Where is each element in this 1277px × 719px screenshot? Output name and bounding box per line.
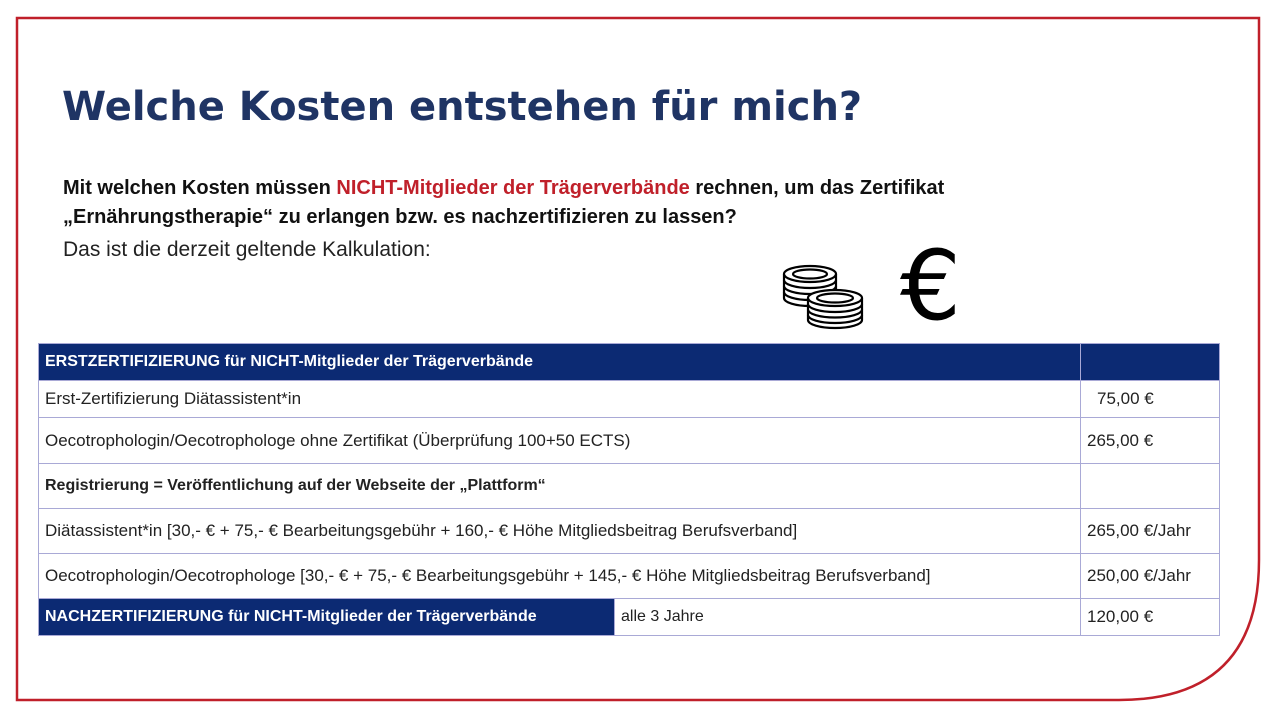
row-label: Diätassistent*in [30,- € + 75,- € Bearbeitungsgebühr + 160,- € Höhe Mitgliedsbeitrag Berufsverband] bbox=[39, 509, 1081, 554]
row-label: Registrierung = Veröffentlichung auf der Webseite der „Plattform“ bbox=[39, 464, 1081, 509]
euro-icon: € bbox=[900, 230, 962, 342]
page-title: Welche Kosten entstehen für mich? bbox=[62, 84, 863, 130]
row-value bbox=[1081, 464, 1220, 509]
row-label: Oecotrophologin/Oecotrophologe [30,- € + 75,- € Bearbeitungsgebühr + 145,- € Höhe Mitgliedsbeitrag Berufsverband] bbox=[39, 554, 1081, 599]
calculation-intro: Das ist die derzeit geltende Kalkulation: bbox=[63, 238, 431, 261]
table-row bbox=[39, 464, 1220, 509]
table-row bbox=[39, 509, 1220, 554]
question-text bbox=[63, 174, 1153, 232]
row-value: 265,00 €/Jahr bbox=[1081, 509, 1220, 554]
coins-icon bbox=[780, 260, 870, 332]
row-label: Erst-Zertifizierung Diätassistent*in bbox=[39, 381, 1081, 418]
footer-label: NACHZERTIFIZIERUNG für NICHT-Mitglieder der Trägerverbände bbox=[39, 599, 615, 636]
question-part-2: rechnen, um das Zertifikat „Ernährungstherapie“ zu erlangen bzw. es nachzertifizieren zu lassen? bbox=[63, 177, 945, 228]
table-header-row bbox=[39, 344, 1220, 381]
header-label: ERSTZERTIFIZIERUNG für NICHT-Mitglieder der Trägerverbände bbox=[39, 344, 1081, 381]
row-value: 250,00 €/Jahr bbox=[1081, 554, 1220, 599]
row-value: 75,00 € bbox=[1081, 381, 1220, 418]
question-highlight: NICHT-Mitglieder der Trägerverbände bbox=[336, 177, 690, 199]
cost-table bbox=[38, 343, 1220, 636]
table-row bbox=[39, 381, 1220, 418]
table-row bbox=[39, 554, 1220, 599]
table-footer-row bbox=[39, 599, 1220, 636]
footer-value: 120,00 € bbox=[1081, 599, 1220, 636]
table-row bbox=[39, 418, 1220, 464]
row-label: Oecotrophologin/Oecotrophologe ohne Zertifikat (Überprüfung 100+50 ECTS) bbox=[39, 418, 1081, 464]
footer-interval: alle 3 Jahre bbox=[615, 599, 1081, 636]
header-value bbox=[1081, 344, 1220, 381]
question-part-1: Mit welchen Kosten müssen bbox=[63, 177, 337, 199]
row-value: 265,00 € bbox=[1081, 418, 1220, 464]
